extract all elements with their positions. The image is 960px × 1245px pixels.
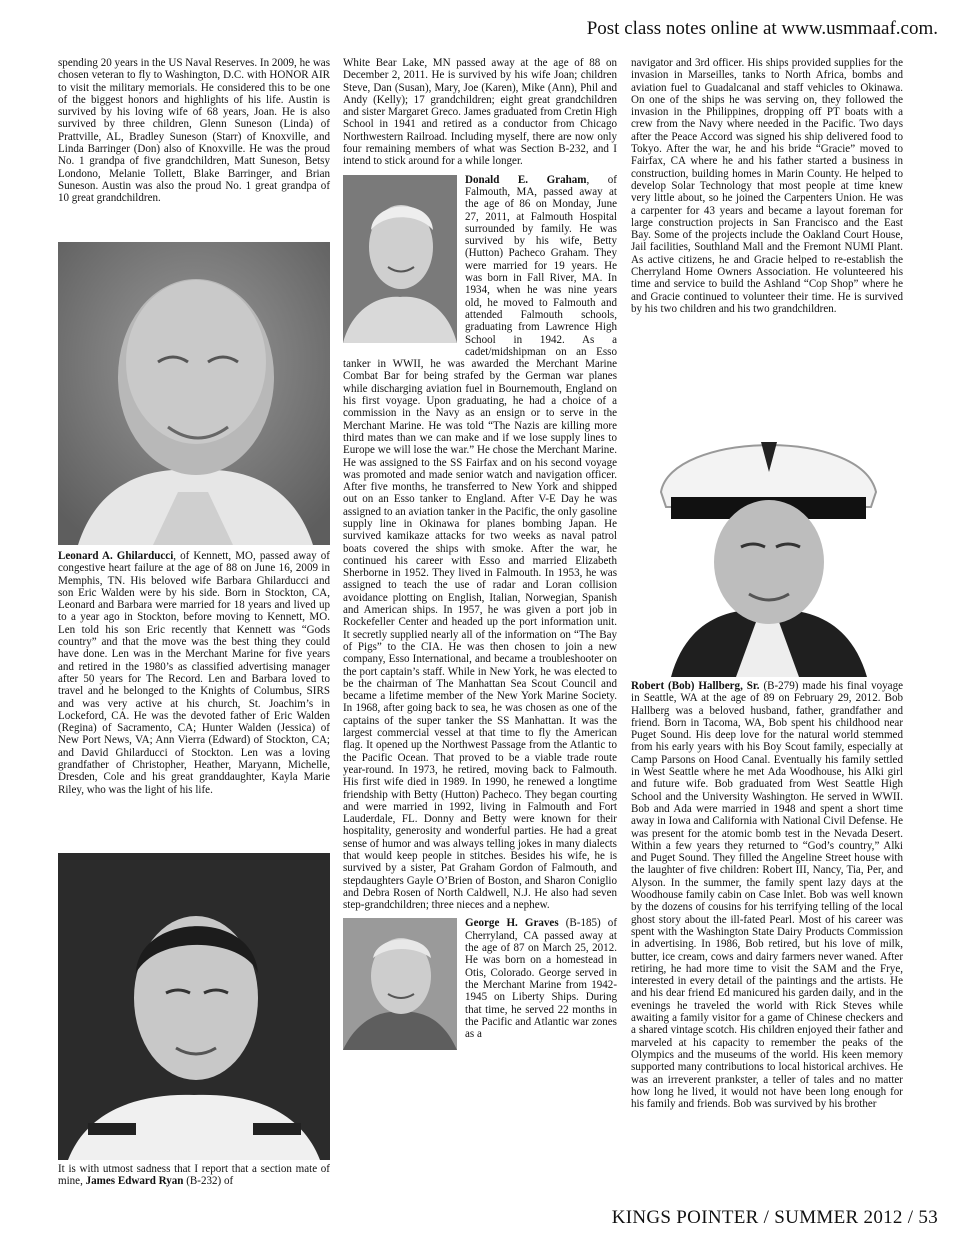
austin-obituary-continued: spending 20 years in the US Naval Reserves. In 2009, he was chosen veteran to fly to Washington, D.C. with HONOR AIR to visit the military memorials. He considered this to be one of the biggest honors and highlights of his life. Austin is survived by his loving wife of 68 years, Joan. He is also survived by three children, Glenn Suneson (Linda) of Prattville, AL, Bradley Suneson (Starr) of Knoxville, and Linda Barringer (Don) also of Knoxville. He was the proud No. 1 grandpa of five grandchildren, Matt Suneson, Betsy Londono, Melanie Tollett, Blake Barringer, and Brian Suneson. Austin was also the proud No. 1 great grandpa of 10 great grandchildren. <box>58 57 330 205</box>
header-url-note: Post class notes online at www.usmmaaf.com. <box>586 18 938 39</box>
ryan-obituary-intro <box>58 1163 330 1188</box>
column-1-lower <box>58 550 330 796</box>
ghilarducci-text: , of Kennett, MO, passed away of congestive heart failure at the age of 88 on June 16, 2009 in Memphis, TN. His beloved wife Barbara Ghilarducci and son Eric Walden were by his side. Born in Stockton, CA, Leonard and Barbara were married for 18 years and lived up to a year ago in Stockton, before moving to Kennett, MO. Len told his son Eric recently that Kennett was “Gods country” and that the move was the best thing they could have done. Len was in the Merchant Marine for five years and retired in the 1980’s as classified advertising manager after 50 years for The Record. Len and Barbara loved to travel and he belonged to the Knights of Columbus, SIRS and was very active at his church, St. Joachim’s in Lockeford, CA. He was the devoted father of Eric Walden (Regina) of Sacramento, CA; Hunter Walden (Jessica) of New Port News, VA; Ann Vierra (Edward) of Stockton, CA; and David Ghilarducci of Stockton. Len was a loving grandfather of Christopher, Heather, Maryann, Michelle, Dresden, Cole and his great granddaughter, Kayla Marie Riley, who was the light of his life. <box>58 550 330 796</box>
column-1 <box>58 57 330 205</box>
column-1-bottom <box>58 1163 330 1188</box>
graves-photo <box>343 918 457 1050</box>
page-footer: KINGS POINTER / SUMMER 2012 / 53 <box>611 1207 938 1228</box>
ryan-tail-text: (B-232) of <box>183 1175 234 1188</box>
column-2 <box>343 57 617 1054</box>
graves-text: (B-185) of Cherryland, CA passed away at the age of 87 on March 25, 2012. He was born on a homestead in Otis, Colorado. George served in the Merchant Marine from 1942-1945 on Liberty Ships. During that time, he served 22 months in the Pacific and Atlantic war zones as a <box>465 917 617 1041</box>
graham-text: , of Falmouth, MA, passed away at the age of 86 on Monday, June 27, 2011, at Falmouth Hospital surrounded by family. He was survived by his wife, Betty (Hutton) Pacheco Graham. They were married for 19 years. He was born in Fall River, MA. In 1934, when he was nine years old, he moved to Falmouth and attended Falmouth schools, graduating from Lawrence High School in 1942. As a cadet/midshipman on an Esso tanker in WWII, he was awarded the Merchant Marine Combat Bar for being strafed by the German war planes while discharging aviation fuel in Bournemouth, England on his first voyage. Upon graduating, he had a choice of a commission in the Navy as an ensign or to serve in the Merchant Marine. He was told “The Nazis are killing more third mates than we can make and if we lose supply lines to Europe we will lose the war.” He chose the Merchant Marine. He was assigned to the SS Fairfax and on his second voyage was promoted and made senior watch and navigation officer. After five months, he transferred to New York and shipped out on an Esso tanker to England. After V-E Day he was assigned to an aviation tanker in the Pacific, the only gasoline supply line in Okinawa for planes bombing Japan. He survived kamikaze attacks for two weeks as naval patrol boats covered the ships with smoke. After the war, he continued his career with Esso and married Elizabeth Sherborne in 1952. They lived in Falmouth. In 1953, he was assigned to teach the use of radar and Loran collision avoidance plotting on English, Italian, Norwegian, Spanish and American ships. In 1957, he was given a port job in Rockefeller Center and headed up the port information unit. It secretly supplied nearly all of the information on “The Bay of Pigs” to the CIA. He was then chosen to join a new company, Esso International, and became a troubleshooter on the port captain’s staff. While in New York, he was elected to be the chairman of The Manhattan Sea Scout Council and became a lifetime member of the New York Marine Society. In 1968, after going back to sea, he was chosen as one of the captains of the super tanker the SS Manhattan. It was the largest commercial vessel at that time to fly the American flag. It opened up the Northwest Passage from the Atlantic to the Pacific Ocean. That proved to be a viable trade route year-round. In 1973, he retired, moving back to Falmouth. His first wife died in 1989. In 1990, he renewed a longtime friendship with Betty (Hutton) Pacheco. They began courting and were married in 1992, living in Falmouth and Fort Lauderdale, FL. Donny and Betty were known for their hospitality, generosity and wonderful parties. He had a great sense of humor and was always telling jokes in many dialects that would keep people in stitches. Besides his wife, he is survived by a sister, Pat Graham Gordon of Falmouth, and stepdaughters Gayle O’Brien of Boston, and Sharon Coniglio and Debra Rosen of North Caldwell, N.J. He also had seven step-grandchildren; three nieces and a nephew. <box>343 173 617 912</box>
ghilarducci-name: Leonard A. Ghilarducci <box>58 550 174 562</box>
ryan-name: James Edward Ryan <box>85 1175 184 1188</box>
hallberg-photo <box>631 372 903 677</box>
hallberg-text: (B-279) made his final voyage in Seattle, WA at the age of 89 on February 29, 2012. Bob Hallberg was a beloved husband, father, grandfather and friend. Born in Tacoma, WA, Bob spent his childhood near Puget Sound. His deep love for the natural world stemmed from his early years with his Boy Scout family, especially at Camp Parsons on Hood Canal. Eventually his family settled in West Seattle where he met Ada Woodhouse, his Alki girl and future wife. Bob graduated from West Seattle High School and the University Washington. He served in WWII. Bob and Ada were married in 1948 and spent a short time away in Iowa and California with National Civil Defense. He was present for the atomic bomb test in the Nevada Desert. Within a few years they returned to “God’s country,” Alki and Puget Sound. They filled the Angeline Street house with the laughter of five children: Robert III, Nancy, Tia, Per, and Alyson. In the summer, the family spent lazy days at the Woodhouse family cabin on Case Inlet. Bob was well known by the dozens of cousins for his terrifying telling of the local ghost story about the ill-fated Pearl. Most of his career was spent with the Washington State Dairy Products Commission in advertising. In 1986, Bob retired, but his love of milk, butter, ice cream, cows and dairy farmers never waned. After retiring, he had more time to visit the SAM and the Frye, interested in every detail of the paintings and the artists. He and his dear friend Ed manicured his garden daily, and in the evenings he traveled the world with Rick Steves while awaiting a family visitor for a game of Chinese checkers and a shared vintage scotch. His children enjoyed their father and marveled at his capacity to remember the peaks of the Olympics and the museums of the world. His keen memory supported many contributions to local historical archives. He was an irreverent prankster, a teller of tales and no matter how long he lived, it would not have been long enough for his family and friends. Bob was survived by his brother <box>631 680 903 1111</box>
ryan-photo <box>58 853 330 1160</box>
column-3-lower <box>631 680 903 1110</box>
hallberg-obituary <box>631 680 903 1110</box>
graves-name: George H. Graves <box>465 917 559 930</box>
graves-obituary-continued: navigator and 3rd officer. His ships provided supplies for the invasion in Marseilles, tanks to North Africa, bombs and aviation fuel to Guadalcanal and staff vehicles to Okinawa. On one of the ships he was serving on, they followed the invasion in the Philippines, dropping off PT boats with a crew from the Navy where needed in the Pacific. Two days after the Peace Accord was signed his ship delivered food to Tokyo. After the war, he and his bride “Gracie” moved to Fairfax, CA where he and his father started a business in construction, building homes in Marin County. He helped to develop Solar Technology that most people at time knew very little about, so he joined the Carpenters Union. He was a carpenter for 43 years and became a layout foreman for large construction projects in San Francisco and the East Bay. Some of the projects include the Oakland Court House, Jail facilities, Southland Mall and the Fremont NUMI Plant. As active citizens, he and Gracie helped to re-establish the Cherryland Home Owners Association. He volunteered his time and service to build the Ashland “Cop Shop” where he and Gracie continued to volunteer their time. He is survived by his two children and his two grandchildren. <box>631 57 903 315</box>
graham-name: Donald E. Graham <box>465 173 587 186</box>
hallberg-name: Robert (Bob) Hallberg, Sr. <box>631 680 760 692</box>
graham-photo <box>343 175 457 343</box>
ghilarducci-obituary <box>58 550 330 796</box>
ryan-intro-text: It is with utmost sadness that I report that a section mate of mine, <box>58 1163 330 1188</box>
ghilarducci-photo <box>58 242 330 545</box>
column-3 <box>631 57 903 315</box>
ryan-obituary-continued: White Bear Lake, MN passed away at the age of 88 on December 2, 2011. He is survived by his wife Joan; children Steve, Dan (Susan), Mary, Joe (Karen), Mike (Ann), Phil and Andy (Kelly); 17 grandchildren; eight great grandchildren and sister Margaret Greco. James graduated from Cretin High School in 1941 and retired as a conductor from Chicago Northwestern Railroad. Including myself, there are now only four remaining members of what was Section B-232, and I intend to stick around for a while longer. <box>343 57 617 168</box>
